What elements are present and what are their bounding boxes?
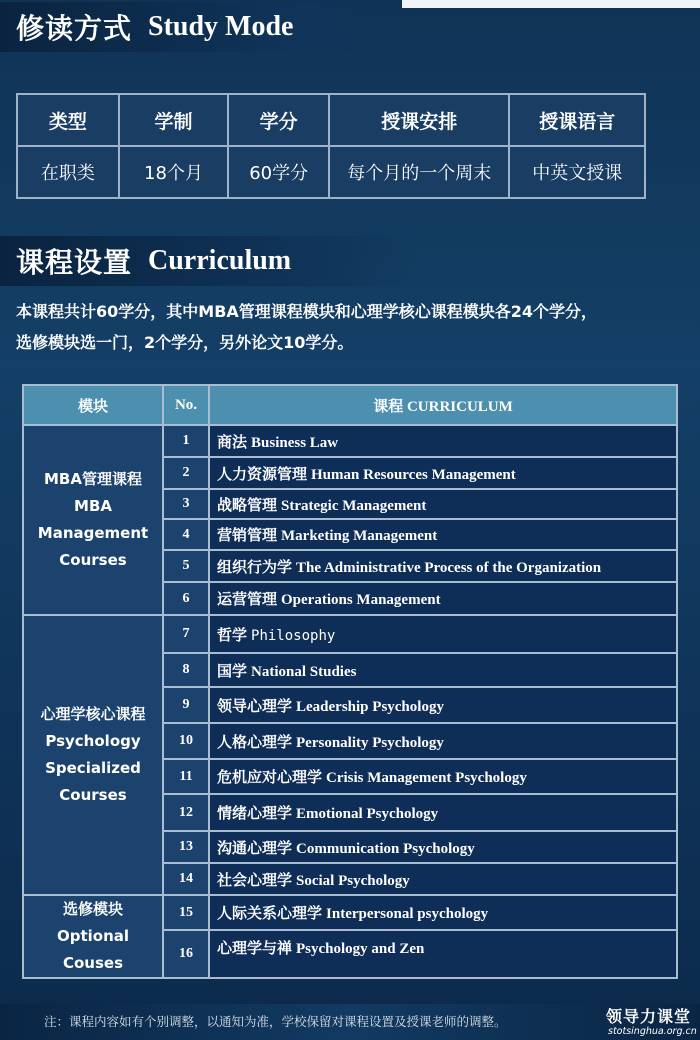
table-row	[23, 615, 677, 653]
curriculum-intro-line-2: 选修模块选一门，2个学分，另外论文10学分。	[16, 333, 354, 352]
study-mode-header-schedule: 授课安排	[329, 94, 509, 146]
course-name-zh: 国学	[217, 661, 248, 680]
study-mode-title-en: Study Mode	[148, 11, 294, 42]
course-no: 2	[163, 457, 209, 489]
module-mba-en-1: MBA	[74, 497, 112, 515]
course-no: 15	[163, 895, 209, 930]
course-name-zh: 商法	[217, 432, 248, 451]
course-name	[209, 425, 677, 457]
study-mode-header-credits: 学分	[228, 94, 329, 146]
course-name-zh: 哲学	[217, 625, 248, 644]
course-name	[209, 615, 677, 653]
course-name	[209, 687, 677, 723]
course-name-zh: 领导心理学	[217, 696, 293, 715]
course-name-zh: 人力资源管理	[217, 464, 308, 483]
study-mode-title-zh: 修读方式	[16, 12, 133, 45]
course-no: 5	[163, 550, 209, 582]
module-psychology-en-3: Courses	[59, 786, 127, 804]
course-name-zh: 心理学与禅	[217, 939, 293, 957]
course-name	[209, 653, 677, 687]
course-name-en: Marketing Management	[281, 528, 438, 544]
study-mode-header-duration: 学制	[119, 94, 229, 146]
course-name-en: Philosophy	[251, 627, 336, 644]
course-name-zh: 社会心理学	[217, 870, 293, 889]
course-name-zh: 人格心理学	[217, 732, 293, 751]
course-name	[209, 895, 677, 930]
study-mode-value-language: 中英文授课	[509, 146, 645, 198]
table-row	[23, 895, 677, 930]
course-name-en: Psychology and Zen	[296, 941, 425, 957]
course-name	[209, 831, 677, 863]
course-name	[209, 930, 677, 978]
curriculum-intro	[16, 296, 692, 358]
course-name-zh: 危机应对心理学	[217, 768, 323, 786]
header-course-en: CURRICULUM	[406, 398, 513, 415]
course-name-en: Leadership Psychology	[296, 698, 444, 715]
study-mode-header-type: 类型	[17, 94, 119, 146]
course-no: 14	[163, 863, 209, 895]
course-name	[209, 723, 677, 759]
study-mode-title-band	[0, 2, 402, 52]
course-name-en: The Administrative Process of the Organization	[296, 559, 602, 576]
course-name-en: Personality Psychology	[296, 734, 444, 751]
course-no: 4	[163, 519, 209, 550]
module-mba-en-2: Management	[37, 524, 149, 542]
watermark-logo-text: 领导力课堂	[606, 1007, 692, 1026]
study-mode-value-type: 在职类	[17, 146, 119, 198]
module-mba-en-3: Courses	[59, 551, 127, 569]
course-name	[209, 519, 677, 550]
module-optional-en-1: Optional	[56, 927, 130, 945]
curriculum-intro-line-1: 本课程共计60学分，其中MBA管理课程模块和心理学核心课程模块各24个学分，	[16, 302, 598, 321]
course-name-en: Crisis Management Psychology	[326, 770, 527, 786]
course-name-en: Strategic Management	[281, 497, 427, 514]
module-optional-zh: 选修模块	[62, 900, 123, 918]
header-course	[209, 385, 677, 425]
study-mode-table	[16, 93, 646, 199]
study-mode-value-duration: 18个月	[119, 146, 229, 198]
course-name-en: Emotional Psychology	[296, 806, 439, 822]
course-name-zh: 运营管理	[217, 590, 278, 608]
header-module: 模块	[23, 385, 163, 425]
study-mode-header-row	[17, 94, 645, 146]
course-name	[209, 794, 677, 831]
table-row	[23, 425, 677, 457]
footer-note: 注：课程内容如有个别调整，以通知为准，学校保留对课程设置及授课老师的调整。	[44, 1014, 507, 1029]
course-name-en: Social Psychology	[296, 872, 410, 889]
course-name-en: Interpersonal psychology	[326, 906, 489, 922]
study-mode-value-row	[17, 146, 645, 198]
module-psychology-en-1: Psychology	[45, 732, 141, 750]
course-no: 6	[163, 582, 209, 615]
course-no: 16	[163, 930, 209, 978]
course-name-en: Business Law	[251, 434, 339, 451]
course-name-en: National Studies	[251, 663, 357, 680]
course-name	[209, 550, 677, 582]
module-mba-zh: MBA管理课程	[44, 470, 142, 488]
course-name-zh: 战略管理	[217, 495, 278, 514]
study-mode-value-credits: 60学分	[228, 146, 329, 198]
module-psychology-zh: 心理学核心课程	[40, 705, 146, 723]
module-psychology-en-2: Specialized	[45, 759, 141, 777]
module-mba	[23, 425, 163, 615]
course-name-en: Operations Management	[281, 592, 441, 608]
course-no: 12	[163, 794, 209, 831]
curriculum-table	[22, 384, 678, 979]
course-no: 9	[163, 687, 209, 723]
course-name-zh: 营销管理	[217, 526, 278, 544]
course-no: 1	[163, 425, 209, 457]
study-mode-value-schedule: 每个月的一个周末	[329, 146, 509, 198]
course-no: 7	[163, 615, 209, 653]
course-name-zh: 情绪心理学	[217, 804, 293, 822]
module-optional	[23, 895, 163, 978]
course-no: 8	[163, 653, 209, 687]
curriculum-title-zh: 课程设置	[16, 246, 133, 279]
course-no: 10	[163, 723, 209, 759]
course-name	[209, 863, 677, 895]
watermark-url: stotsinghua.org.cn	[608, 1026, 697, 1037]
study-mode-header-language: 授课语言	[509, 94, 645, 146]
module-psychology	[23, 615, 163, 895]
curriculum-header-row	[23, 385, 677, 425]
course-no: 11	[163, 759, 209, 794]
course-no: 3	[163, 489, 209, 519]
course-no: 13	[163, 831, 209, 863]
course-name	[209, 582, 677, 615]
module-optional-en-2: Couses	[62, 954, 124, 972]
course-name	[209, 489, 677, 519]
curriculum-title-band	[0, 236, 418, 286]
header-no: No.	[163, 385, 209, 425]
course-name-zh: 组织行为学	[217, 557, 293, 576]
course-name-en: Human Resources Management	[311, 466, 516, 483]
curriculum-title-en: Curriculum	[148, 245, 292, 276]
course-name-zh: 人际关系心理学	[217, 904, 323, 922]
course-name-zh: 沟通心理学	[217, 838, 293, 857]
course-name	[209, 457, 677, 489]
course-name-en: Communication Psychology	[296, 840, 475, 857]
course-name	[209, 759, 677, 794]
top-right-strip	[402, 0, 700, 8]
header-course-zh: 课程	[373, 396, 404, 415]
